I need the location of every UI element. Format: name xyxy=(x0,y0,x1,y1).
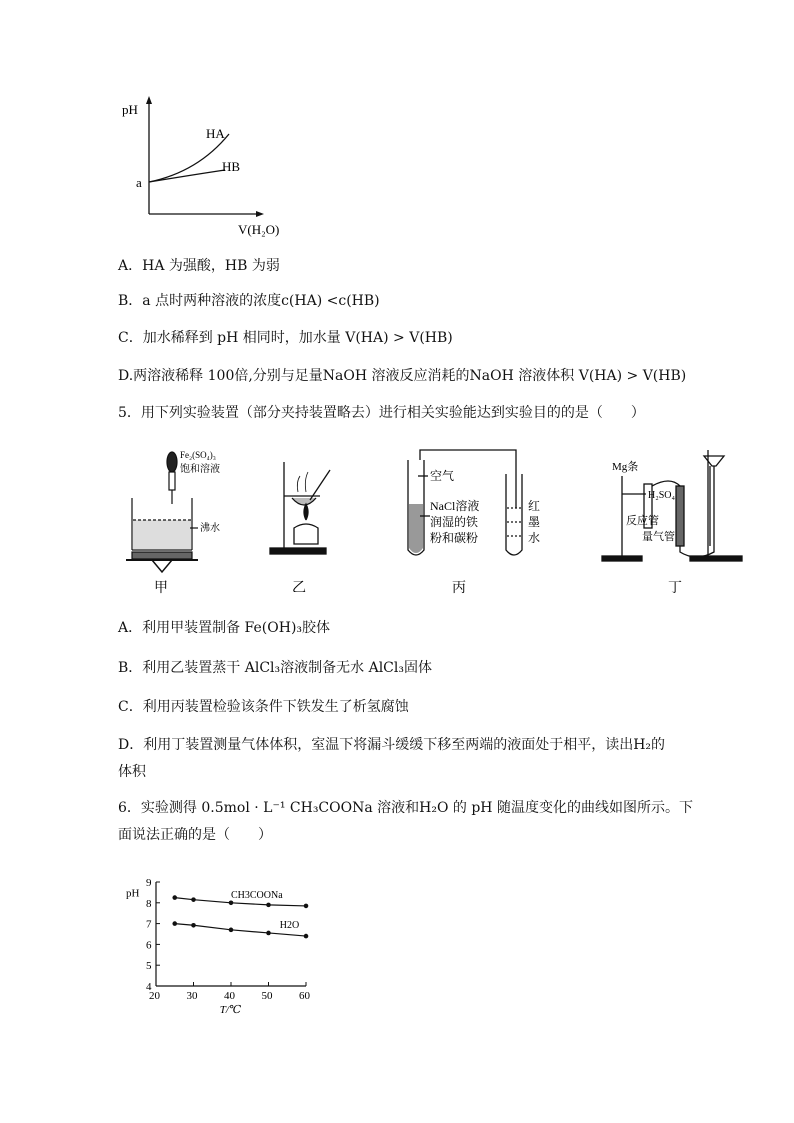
chart-x-tick-label: 60 xyxy=(299,990,310,1002)
bing-solid-2: 润湿的铁 xyxy=(430,515,479,529)
data-point xyxy=(304,904,309,909)
evaporating-dish xyxy=(292,498,316,505)
chart-x-tick-label: 40 xyxy=(224,990,235,1002)
data-point xyxy=(304,934,309,939)
q5-option-b: B．利用乙装置蒸干 AlCl₃溶液制备无水 AlCl₃固体 xyxy=(118,660,432,676)
bing-gas-label: 空气 xyxy=(430,469,455,483)
burette xyxy=(676,486,684,546)
data-point xyxy=(229,928,234,933)
caption-bing: 丙 xyxy=(452,581,466,596)
beaker-water xyxy=(133,520,191,549)
data-point xyxy=(191,923,196,928)
bing-ink-3: 水 xyxy=(528,531,541,545)
point-a-label: a xyxy=(136,175,142,190)
q5-option-d: D．利用丁装置测量气体体积，室温下将漏斗缓缓下移至两端的液面处于相平，读出H₂的 xyxy=(118,737,666,753)
chart-y-axis-label: pH xyxy=(126,887,140,900)
apparatus-bing xyxy=(398,446,558,596)
q4-option-b: B．a 点时两种溶液的浓度c(HA) <c(HB) xyxy=(118,293,380,309)
caption-jia: 甲 xyxy=(154,581,168,596)
jia-liquid-label: 沸水 xyxy=(200,523,220,534)
chart-y-tick-label: 9 xyxy=(146,877,152,889)
data-point xyxy=(229,901,234,906)
series-label-0: CH3COONa xyxy=(231,889,283,901)
rubber-tube xyxy=(652,481,680,486)
curve-label-ha: HA xyxy=(206,126,225,141)
bing-ink-2: 墨 xyxy=(528,515,541,529)
y-axis-arrow xyxy=(146,96,152,104)
x-axis-arrow xyxy=(256,211,264,217)
caption-yi: 乙 xyxy=(292,581,306,592)
ding-acid-label: H₂SO₄ xyxy=(648,490,675,501)
chart-y-tick-label: 5 xyxy=(146,960,152,973)
chart-x-axis-label: T/℃ xyxy=(219,1004,242,1016)
q4-option-d: D.两溶液稀释 100倍,分别与足量NaOH 溶液反应消耗的NaOH 溶液体积 V(HA) > V(HB) xyxy=(118,368,687,384)
chart-x-tick-label: 20 xyxy=(149,990,160,1002)
burner-grid xyxy=(132,552,192,559)
ding-tube1-label: 反应管 xyxy=(626,515,659,527)
steam xyxy=(297,472,308,492)
x-axis-label: V(H₂O) xyxy=(238,222,280,237)
series-label-1: H2O xyxy=(279,920,300,932)
data-point xyxy=(172,895,177,900)
ph-dilution-graph xyxy=(118,92,298,242)
ding-tube2-label: 量气管 xyxy=(642,531,675,543)
data-point xyxy=(266,903,271,908)
bing-solid-1: NaCl溶液 xyxy=(430,499,480,513)
q5-option-c: C．利用丙装置检验该条件下铁发生了析氢腐蚀 xyxy=(118,699,409,715)
bing-ink-1: 红 xyxy=(528,499,541,513)
dropper-tube xyxy=(169,472,175,490)
data-point xyxy=(266,931,271,936)
dropper-bulb xyxy=(167,452,177,472)
chart-y-tick-label: 6 xyxy=(146,939,152,952)
test-tube-right xyxy=(506,474,522,555)
apparatus-jia xyxy=(120,446,230,596)
ph-temperature-chart xyxy=(118,868,338,1018)
curve-hb xyxy=(149,170,225,182)
chart-y-tick-label: 7 xyxy=(146,918,152,931)
q4-option-a: A．HA 为强酸，HB 为弱 xyxy=(118,258,280,274)
ding-mg-label: Mg条 xyxy=(612,461,639,473)
chart-y-tick-label: 8 xyxy=(146,897,152,910)
curve-label-hb: HB xyxy=(222,159,241,174)
apparatus-yi xyxy=(262,452,352,592)
data-point xyxy=(172,921,177,926)
funnel xyxy=(704,456,724,466)
jia-reagent-2: 饱和溶液 xyxy=(180,464,220,475)
stand-base xyxy=(270,548,326,554)
apparatus-ding xyxy=(598,446,758,596)
y-axis-label: pH xyxy=(122,102,138,117)
bing-solid-3: 粉和碳粉 xyxy=(430,531,479,545)
u-tube xyxy=(680,466,714,557)
q5-option-a: A．利用甲装置制备 Fe(OH)₃胶体 xyxy=(118,620,331,636)
q4-option-c: C．加水稀释到 pH 相同时，加水量 V(HA) > V(HB) xyxy=(118,330,453,346)
q5-stem: 5．用下列实验装置（部分夹持装置略去）进行相关实验能达到实验目的的是（ ） xyxy=(118,405,645,421)
q6-stem-line2: 面说法正确的是（ ） xyxy=(118,827,272,843)
curve-ha xyxy=(149,134,229,182)
q5-option-d-cont: 体积 xyxy=(118,764,146,780)
chart-y-tick-label: 4 xyxy=(146,981,152,993)
caption-ding: 丁 xyxy=(668,581,682,596)
flame xyxy=(304,504,308,520)
q6-stem-line1: 6．实验测得 0.5mol · L⁻¹ CH₃COONa 溶液和H₂O 的 pH 随温度变化的曲线如图所示。下 xyxy=(118,800,693,816)
jia-reagent-1: Fe₂(SO₄)₃ xyxy=(180,450,216,460)
data-point xyxy=(191,897,196,902)
chart-x-tick-label: 30 xyxy=(186,990,198,1002)
chart-x-tick-label: 50 xyxy=(261,990,273,1002)
alcohol-lamp xyxy=(294,524,318,544)
